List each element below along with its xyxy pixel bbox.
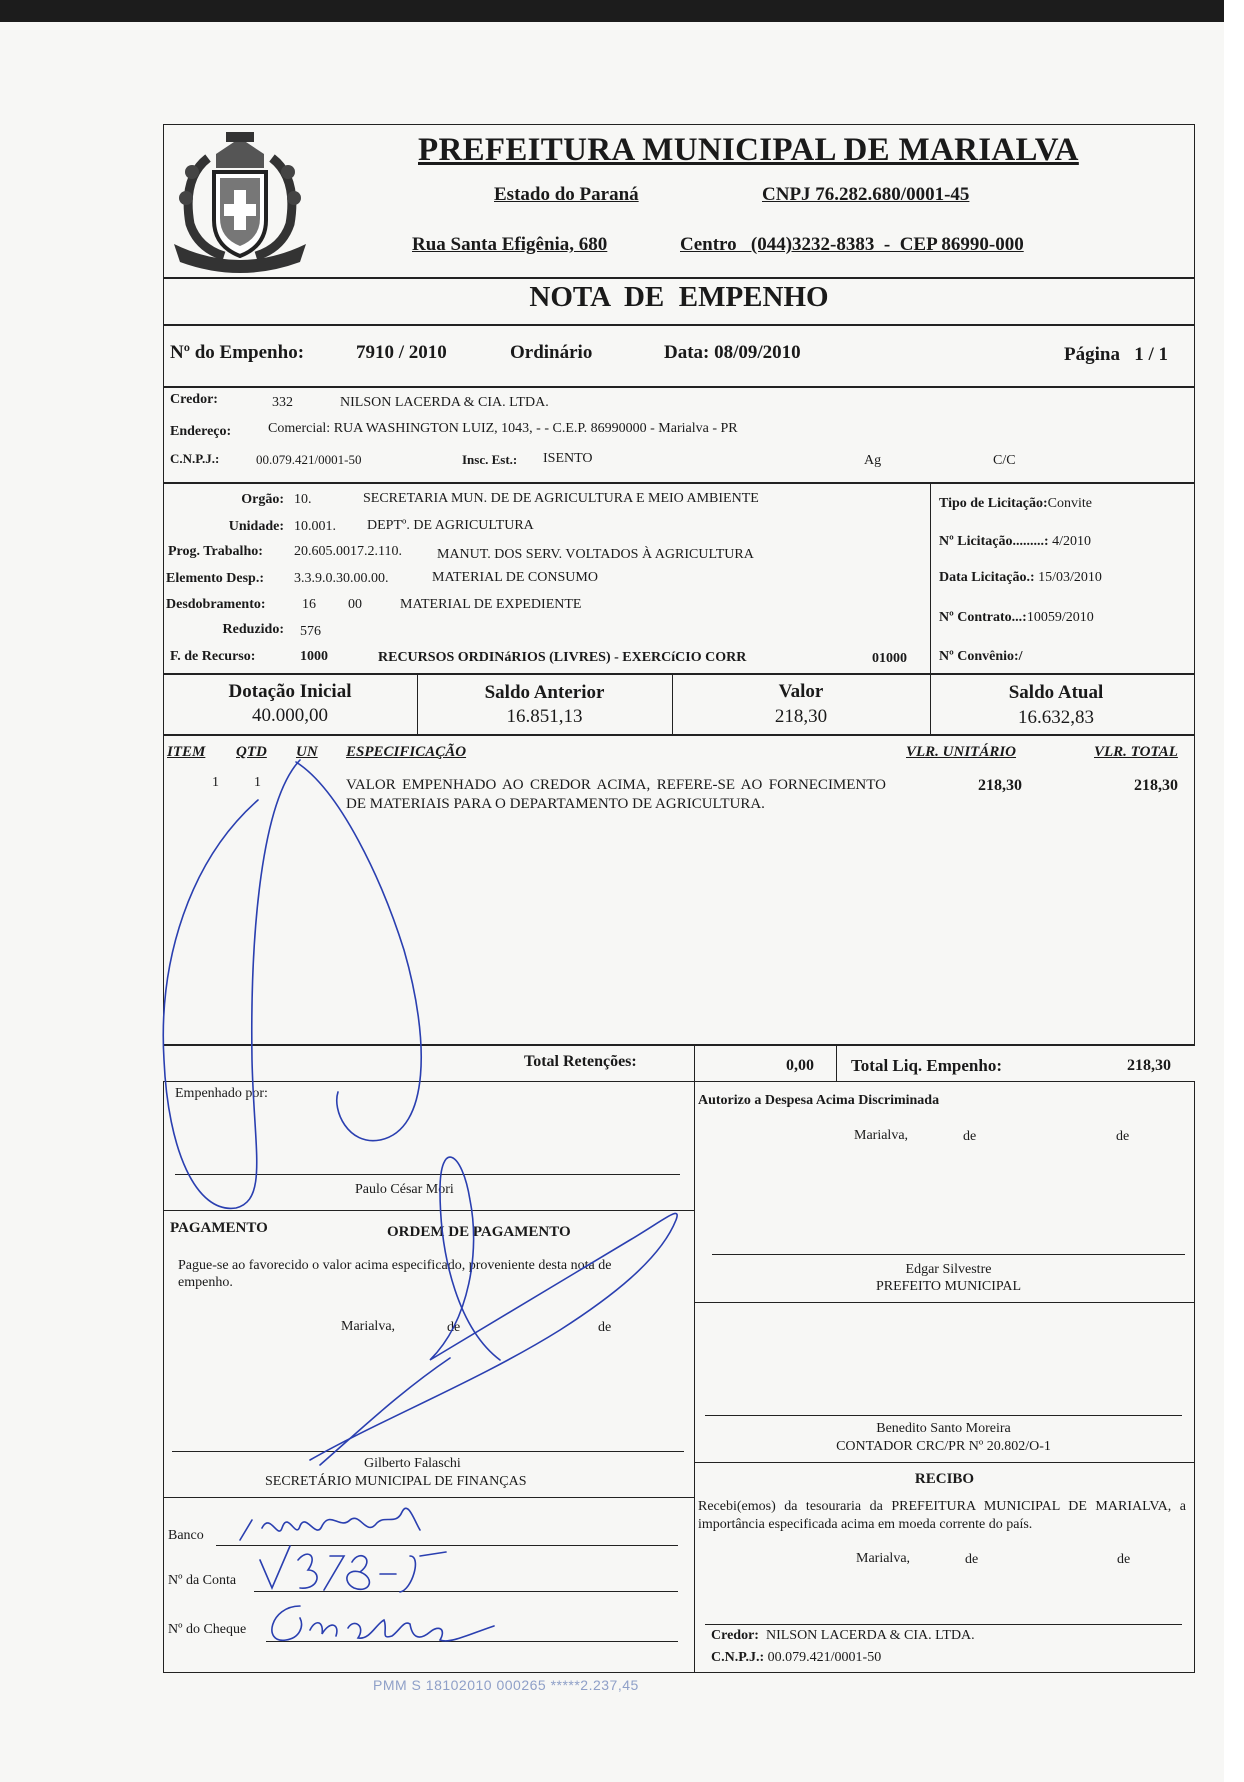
elemento-label: Elemento Desp.:	[166, 571, 264, 586]
num-licitacao-value: 4/2010	[1052, 534, 1091, 549]
autorizo-de-2: de	[1116, 1129, 1130, 1144]
cnpj-prefeitura: CNPJ 76.282.680/0001-45	[762, 184, 970, 205]
col-un: UN	[296, 744, 318, 760]
item-vlr-total: 218,30	[1134, 777, 1178, 794]
recibo-top	[694, 1462, 1195, 1463]
autorizo-title: Autorizo a Despesa Acima Discriminada	[698, 1093, 940, 1108]
valor-value: 218,30	[774, 706, 828, 727]
empenho-type: Ordinário	[510, 342, 593, 363]
orgao-value: SECRETARIA MUN. DE DE AGRICULTURA E MEIO AMBIENTE	[363, 491, 759, 506]
pagamento-de-1: de	[447, 1320, 461, 1335]
scan-right-edge	[1224, 0, 1244, 1782]
recibo-title: RECIBO	[914, 1471, 975, 1487]
lower-divider	[694, 1081, 695, 1673]
data-licitacao	[939, 570, 1102, 586]
col-vlr-unitario: VLR. UNITÁRIO	[906, 744, 1017, 760]
tipo-licitacao-value: Convite	[1047, 496, 1092, 511]
fonte-code: 1000	[300, 649, 328, 664]
num-contrato-value: 10059/2010	[1026, 610, 1094, 625]
cheque-line	[266, 1641, 678, 1642]
desdobramento-label: Desdobramento:	[166, 597, 266, 612]
num-licitacao-label: Nº Licitação.........:	[939, 534, 1049, 549]
num-convenio	[939, 649, 1023, 665]
liq-empenho-label: Total Liq. Empenho:	[851, 1056, 1002, 1075]
tipo-licitacao	[939, 496, 1092, 512]
col-especificacao: ESPECIFICAÇÃO	[346, 744, 467, 760]
cnpj-value: 00.079.421/0001-50	[256, 452, 362, 467]
address-street: Rua Santa Efigênia, 680	[412, 234, 608, 255]
elemento-code: 3.3.9.0.30.00.00.	[294, 571, 389, 586]
coat-of-arms-logo	[168, 128, 312, 274]
payment-stamp: PMM S 18102010 000265 *****2.237,45	[373, 1677, 639, 1693]
retencoes-value: 0,00	[786, 1057, 814, 1074]
page-indicator: Página 1 / 1	[1064, 344, 1168, 365]
orgao-label: Orgão:	[241, 492, 284, 507]
estado-label: Estado do Paraná	[494, 184, 639, 205]
item-number: 1	[212, 775, 219, 790]
valor-label: Valor	[778, 681, 824, 702]
autorizo-cargo: PREFEITO MUNICIPAL	[875, 1279, 1022, 1294]
conta-line	[254, 1591, 678, 1592]
autorizo-local: Marialva,	[854, 1128, 909, 1143]
autorizo-de-1: de	[963, 1129, 977, 1144]
item-vlr-unitario: 218,30	[978, 777, 1022, 794]
recibo-de-2: de	[1117, 1552, 1131, 1567]
totais-div-2	[836, 1045, 837, 1081]
reduzido-label: Reduzido:	[222, 622, 284, 637]
pagamento-cargo: SECRETÁRIO MUNICIPAL DE FINANÇAS	[265, 1474, 527, 1489]
insc-label: Insc. Est.:	[462, 452, 518, 467]
contador-top	[694, 1302, 1195, 1303]
conta-corrente-label: C/C	[993, 453, 1016, 468]
item-especificacao: VALOR EMPENHADO AO CREDOR ACIMA, REFERE-SE AO FORNECIMENTO DE MATERIAIS PARA O DEPARTAMENTO DE AGRICULTURA.	[346, 777, 886, 812]
empenho-number: 7910 / 2010	[356, 342, 447, 363]
num-contrato	[939, 610, 1094, 626]
recibo-credor-value: NILSON LACERDA & CIA. LTDA.	[765, 1628, 975, 1643]
recibo-cnpj-value: 00.079.421/0001-50	[767, 1650, 882, 1665]
autorizo-nome: Edgar Silvestre	[905, 1262, 992, 1277]
doc-title: NOTA DE EMPENHO	[529, 281, 829, 313]
empenhado-sign-line	[175, 1174, 680, 1175]
recibo-texto: Recebi(emos) da tesouraria da PREFEITURA MUNICIPAL DE MARIALVA, a importância especificada acima em moeda corrente do país.	[698, 1499, 1186, 1532]
pagamento-sign-line	[172, 1451, 684, 1452]
num-contrato-label: Nº Contrato...:	[939, 610, 1027, 625]
ordem-pagamento-title: ORDEM DE PAGAMENTO	[387, 1224, 571, 1240]
dotacao-inicial-label: Dotação Inicial	[228, 681, 352, 702]
contador-sign-line	[705, 1415, 1182, 1416]
recibo-credor	[711, 1628, 975, 1644]
prog-trabalho-label: Prog. Trabalho:	[168, 544, 263, 559]
recibo-cnpj	[711, 1650, 881, 1666]
recibo-sign-line	[705, 1624, 1182, 1625]
prefeitura-title: PREFEITURA MUNICIPAL DE MARIALVA	[418, 132, 1079, 168]
reduzido-value: 576	[300, 624, 321, 639]
contador-nome: Benedito Santo Moreira	[876, 1421, 1011, 1436]
endereco-label: Endereço:	[170, 424, 232, 439]
pagamento-local: Marialva,	[341, 1319, 396, 1334]
endereco-value: Comercial: RUA WASHINGTON LUIZ, 1043, - - C.E.P. 86990000 - Marialva - PR	[268, 421, 738, 436]
desdobramento-code: 16	[302, 597, 316, 612]
empenho-number-label: Nº do Empenho:	[170, 342, 305, 363]
banco-line	[216, 1545, 678, 1546]
saldo-anterior-value: 16.851,13	[506, 706, 583, 727]
col-item: ITEM	[167, 744, 206, 760]
insc-value: ISENTO	[543, 451, 593, 466]
pagamento-top	[163, 1210, 694, 1211]
totais-div-1	[694, 1045, 695, 1081]
orgao-code: 10.	[294, 492, 312, 507]
fonte-code2: 01000	[872, 651, 907, 666]
fonte-value: RECURSOS ORDINáRIOS (LIVRES) - EXERCíCIO CORR	[378, 650, 747, 665]
col-vlr-total: VLR. TOTAL	[1094, 744, 1178, 760]
unidade-value: DEPTº. DE AGRICULTURA	[367, 518, 534, 533]
lower-box	[163, 1081, 1195, 1673]
tipo-licitacao-label: Tipo de Licitação:	[939, 496, 1048, 511]
recibo-cnpj-label: C.N.P.J.:	[711, 1650, 765, 1665]
data-licitacao-value: 15/03/2010	[1038, 570, 1102, 585]
autorizo-sign-line	[712, 1254, 1185, 1255]
cheque-label: Nº do Cheque	[168, 1622, 247, 1637]
desdobramento-value: MATERIAL DE EXPEDIENTE	[400, 597, 582, 612]
num-convenio-label: Nº Convênio:/	[939, 649, 1023, 664]
contador-cargo: CONTADOR CRC/PR Nº 20.802/O-1	[836, 1439, 1051, 1454]
pagamento-texto: Pague-se ao favorecido o valor acima especificado, proveniente desta nota de empenho.	[178, 1258, 612, 1290]
liq-empenho-value: 218,30	[1127, 1057, 1171, 1074]
elemento-value: MATERIAL DE CONSUMO	[432, 570, 598, 585]
item-qtd: 1	[254, 775, 261, 790]
prog-trabalho-value: MANUT. DOS SERV. VOLTADOS À AGRICULTURA	[437, 547, 754, 562]
credor-code: 332	[272, 395, 293, 410]
data-licitacao-label: Data Licitação.:	[939, 570, 1035, 585]
unidade-code: 10.001.	[294, 519, 336, 534]
banco-label: Banco	[168, 1528, 204, 1543]
desdobramento-code2: 00	[348, 597, 362, 612]
totais-top	[163, 1045, 1195, 1046]
scan-top-edge	[0, 0, 1244, 22]
credor-label: Credor:	[170, 392, 218, 407]
recibo-de-1: de	[965, 1552, 979, 1567]
unidade-label: Unidade:	[228, 519, 284, 534]
orcamento-divider	[930, 483, 931, 674]
conta-label: Nº da Conta	[168, 1573, 237, 1588]
credor-name: NILSON LACERDA & CIA. LTDA.	[340, 395, 549, 410]
banco-section-top	[163, 1497, 694, 1498]
saldo-atual-label: Saldo Atual	[1008, 682, 1104, 703]
empenhado-nome: Paulo César Mori	[355, 1182, 454, 1197]
pagamento-de-2: de	[598, 1320, 612, 1335]
saldo-anterior-label: Saldo Anterior	[484, 682, 605, 703]
fonte-label: F. de Recurso:	[170, 649, 256, 664]
empenhado-label: Empenhado por:	[175, 1086, 268, 1101]
saldo-atual-value: 16.632,83	[1018, 707, 1094, 728]
address-contact: Centro (044)3232-8383 - CEP 86990-000	[680, 234, 1024, 255]
agencia-label: Ag	[864, 453, 882, 468]
num-licitacao	[939, 534, 1091, 550]
retencoes-label: Total Retenções:	[524, 1053, 637, 1070]
pagamento-title: PAGAMENTO	[170, 1220, 268, 1236]
recibo-local: Marialva,	[856, 1551, 911, 1566]
cnpj-label: C.N.P.J.:	[170, 451, 220, 466]
prog-trabalho-code: 20.605.0017.2.110.	[294, 544, 402, 559]
col-qtd: QTD	[236, 744, 267, 760]
empenho-date: Data: 08/09/2010	[664, 342, 801, 363]
recibo-credor-label: Credor:	[711, 1628, 759, 1643]
pagamento-nome: Gilberto Falaschi	[364, 1456, 461, 1471]
dotacao-inicial-value: 40.000,00	[252, 705, 328, 726]
